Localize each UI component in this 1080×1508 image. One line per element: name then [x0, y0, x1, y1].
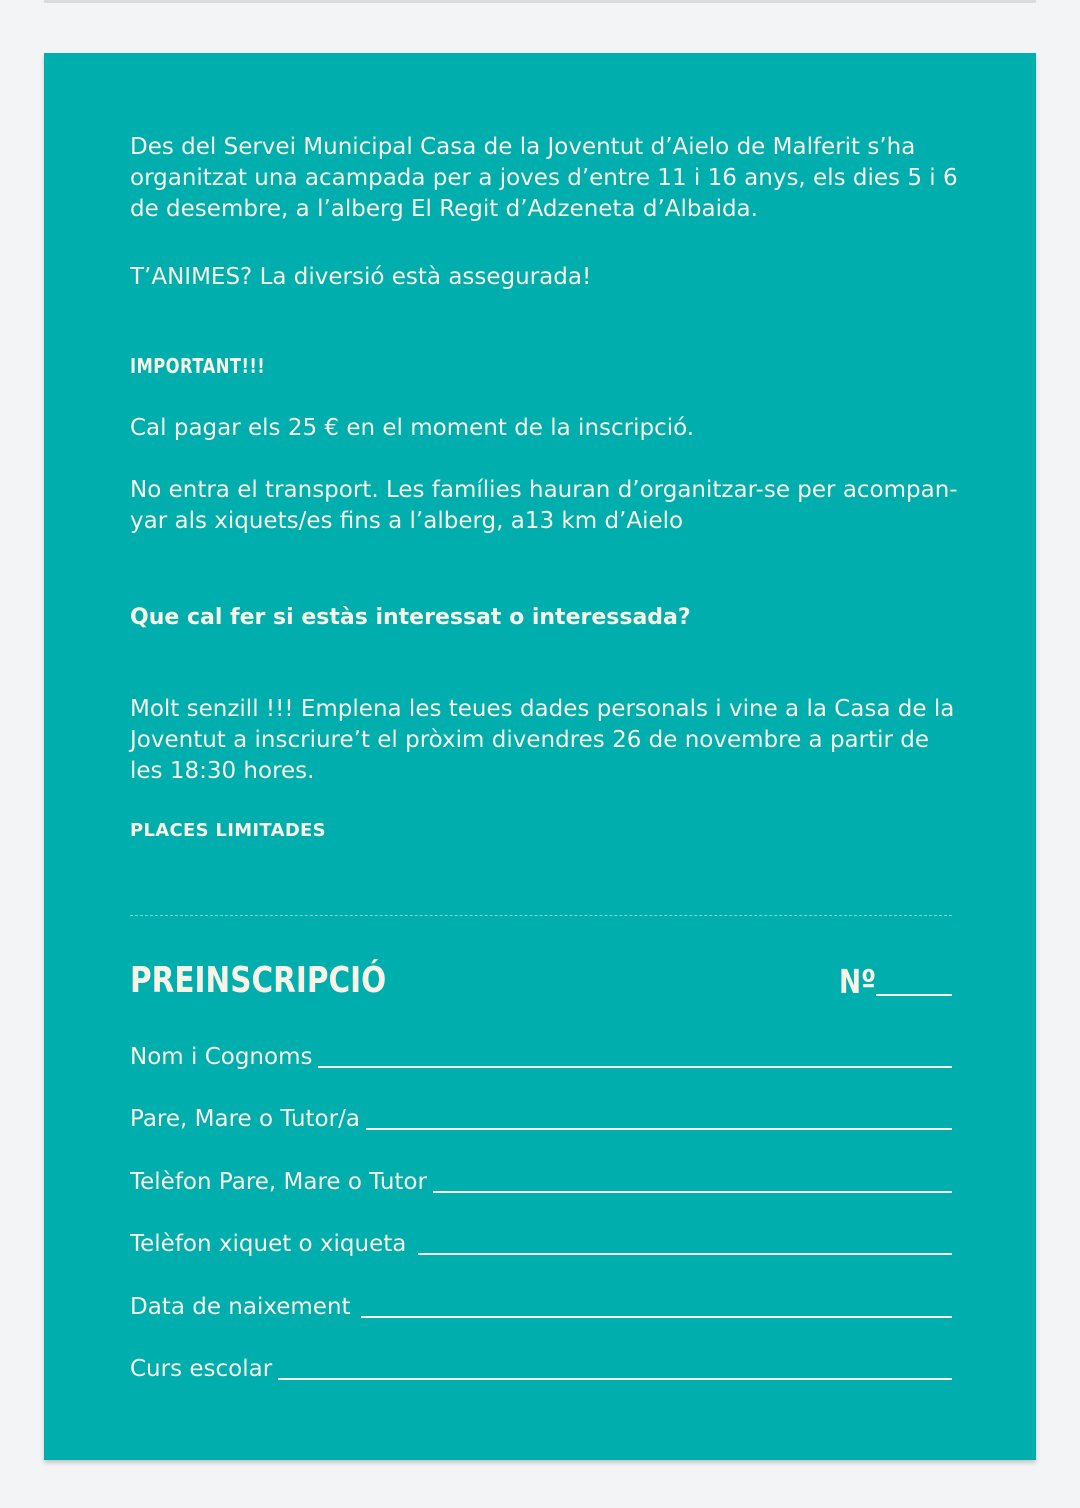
intro-line: de desembre, a l’alberg El Regit d’Adzeneta d’Albaida.: [130, 196, 758, 222]
cut-line-divider: [130, 915, 952, 916]
field-blank[interactable]: [318, 1066, 952, 1068]
places-limited-note: PLACES LIMITADES: [130, 820, 326, 841]
number-blank[interactable]: [876, 994, 952, 996]
payment-note: Cal pagar els 25 € en el moment de la inscripció.: [130, 415, 695, 441]
number-label: Nº: [839, 962, 876, 1001]
field-blank[interactable]: [366, 1128, 952, 1130]
intro-line: organitzat una acampada per a joves d’entre 11 i 16 anys, els dies 5 i 6: [130, 165, 958, 191]
field-school-year: [130, 1350, 952, 1384]
preinscription-title: PREINSCRIPCIÓ: [130, 960, 387, 1001]
howto-paragraph: [130, 694, 954, 787]
field-blank[interactable]: [418, 1253, 952, 1255]
transport-line: yar als xiquets/es fins a l’alberg, a13 km d’Aielo: [130, 508, 684, 534]
transport-line: No entra el transport. Les famílies hauran d’organitzar-se per acompan-: [130, 477, 958, 503]
howto-line: les 18:30 hores.: [130, 758, 315, 784]
field-label: Telèfon Pare, Mare o Tutor: [130, 1169, 427, 1195]
field-guardian: [130, 1100, 952, 1134]
field-blank[interactable]: [361, 1316, 952, 1318]
field-label: Pare, Mare o Tutor/a: [130, 1106, 360, 1132]
field-guardian-phone: [130, 1163, 952, 1197]
field-blank[interactable]: [433, 1191, 952, 1193]
howto-line: Molt senzill !!! Emplena les teues dades personals i vine a la Casa de la: [130, 696, 955, 722]
field-birth-date: [130, 1288, 952, 1322]
field-full-name: [130, 1038, 952, 1072]
field-child-phone: [130, 1225, 952, 1259]
intro-paragraph: [130, 132, 958, 225]
howto-line: Joventut a inscriure’t el pròxim divendres 26 de novembre a partir de: [130, 727, 930, 753]
field-label: Data de naixement: [130, 1294, 351, 1320]
field-blank[interactable]: [278, 1378, 952, 1380]
field-label: Curs escolar: [130, 1356, 273, 1382]
transport-note: [130, 475, 958, 537]
previous-page-edge: [44, 0, 1036, 3]
field-label: Telèfon xiquet o xiqueta: [130, 1231, 407, 1257]
howto-question: Que cal fer si estàs interessat o interessada?: [130, 605, 691, 630]
important-heading: IMPORTANT!!!: [130, 354, 266, 378]
intro-line: Des del Servei Municipal Casa de la Joventut d’Aielo de Malferit s’ha: [130, 134, 916, 160]
document-page: [44, 53, 1036, 1460]
field-label: Nom i Cognoms: [130, 1044, 313, 1070]
tagline: T’ANIMES? La diversió està assegurada!: [130, 264, 592, 290]
